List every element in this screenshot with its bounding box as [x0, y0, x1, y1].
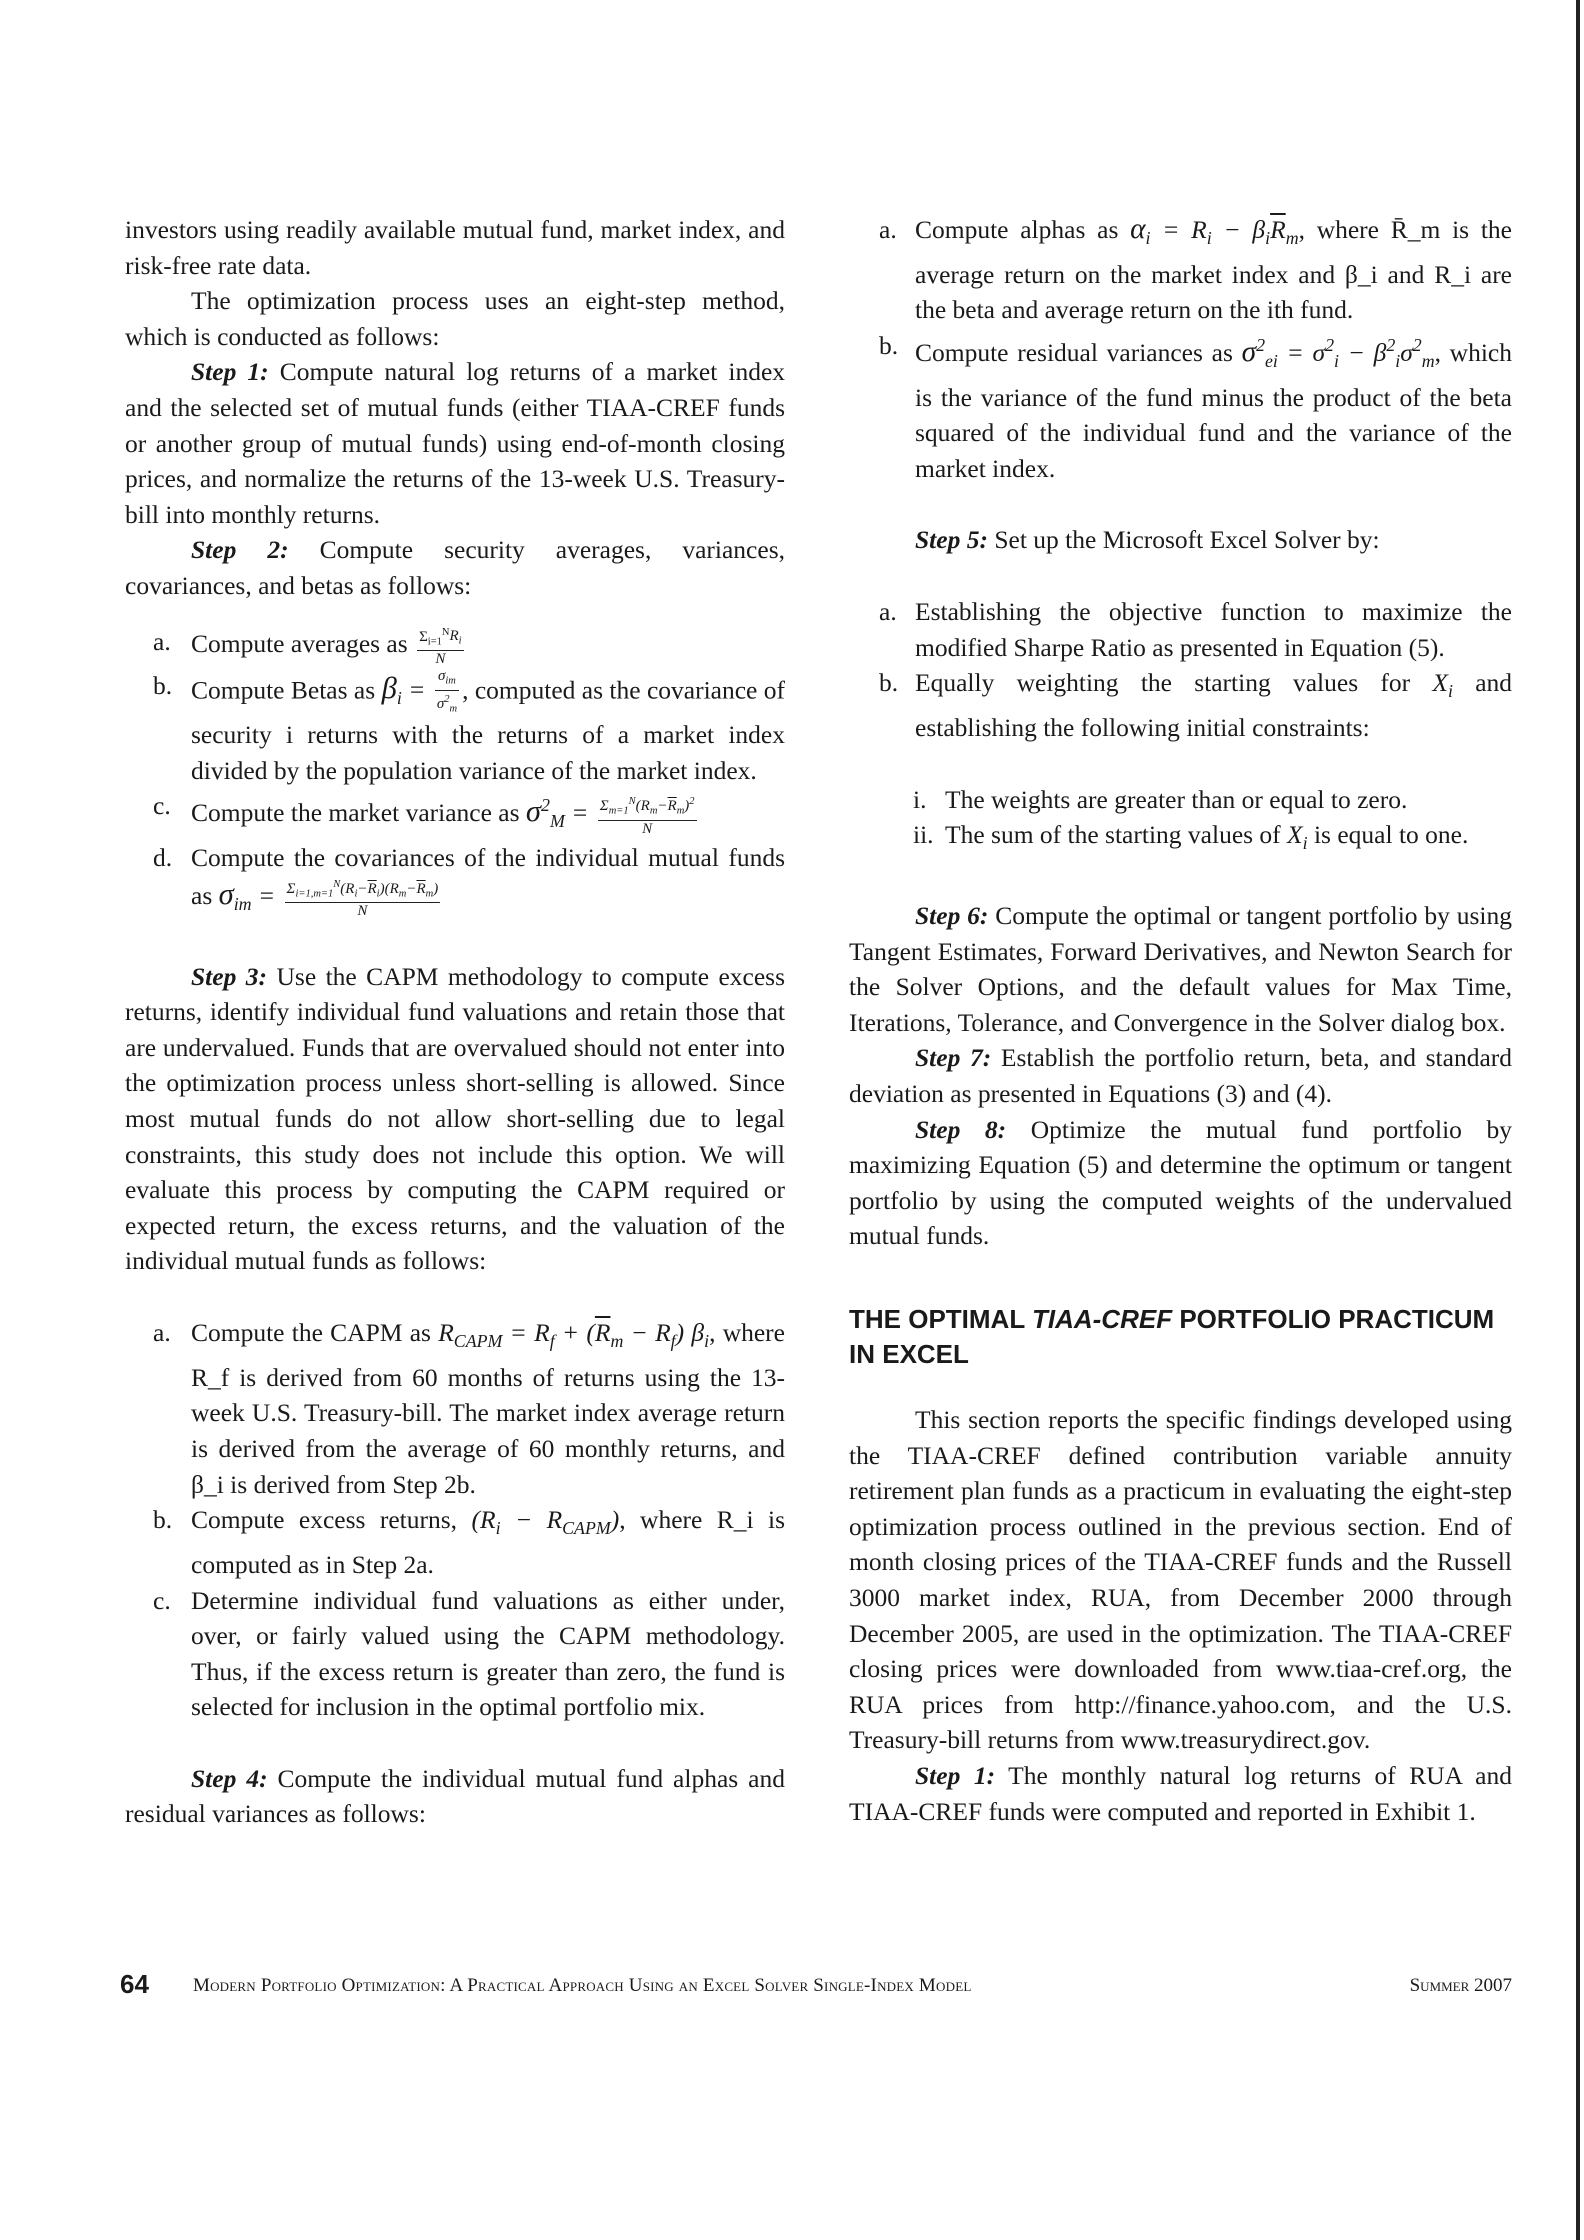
section-step1-text: The monthly natural log returns of RUA and TIAA-CREF funds were computed and reported in Exhibit 1. — [849, 1760, 1512, 1826]
alpha-formula: $\alpha_i = R_i - \beta_i\overline{R}_m$ — [1130, 213, 1299, 249]
section-step1-paragraph — [849, 1758, 1512, 1829]
step3-label: Step 3: — [191, 961, 268, 991]
average-formula: $\frac{\Sigma_{i=1}^NR_i}{N}$ — [417, 624, 464, 668]
step3-text: Use the CAPM methodology to compute excess returns, identify individual fund valuations and retain those that are undervalued. Funds that are overvalued should not enter into the optimization process unless short-selling is allowed. Since most mutual funds do not allow short-selling due to legal constraints, this study does not include this option. We will evaluate this process by computing the CAPM required or expected return, the excess returns, and the valuation of the individual mutual funds as follows: — [125, 961, 786, 1276]
issue-date: Summer 2007 — [1409, 1975, 1512, 1996]
excess-return-formula: $(R_i - R_{CAPM})$ — [471, 1505, 620, 1539]
step3-paragraph — [125, 959, 785, 1279]
item-marker: i. — [913, 784, 927, 814]
step2-paragraph — [125, 532, 785, 603]
left-column — [125, 212, 785, 1832]
item-marker: ii. — [913, 820, 934, 850]
step2-item-d: d. Compute the covariances of the individual mutual funds as $\sigma_{im}$ = $\frac{\Sigma_{i=1,m=1}^N(R_i-\overline{R}_i)(R_m-\overline{R}_m)}{N}$ — [125, 840, 785, 923]
step4-label: Step 4: — [191, 1763, 268, 1793]
market-variance-formula: $\sigma^2_M$ = $\frac{\Sigma_{m=1}^N(R_m-\overline{R}_m)^2}{N}$ — [525, 794, 695, 837]
constraint-ii: ii. The sum of the starting values of $X_i$ is equal to one. — [849, 817, 1512, 862]
step7-text: Establish the portfolio return, beta, and standard deviation as presented in Equations (3) and (4). — [849, 1043, 1513, 1109]
step6-text: Compute the optimal or tangent portfolio by using Tangent Estimates, Forward Derivatives, and Newton Search for the Solver Options, and the default values for Max Time, Iterations, Tolerance, and Convergence in the Solver dialog box. — [849, 901, 1512, 1037]
constraint-i: i. The weights are greater than or equal to zero. — [849, 782, 1512, 818]
step3-item-a: a. Compute the CAPM as $R_{CAPM} = R_f + (\overline{R}_m - R_f)$ $\beta_i$, where R_f is derived from 60 months of returns using the 13-week U.S. Treasury-bill. The market index average return is derived from the average of 60 monthly returns, and β_i is derived from Step 2b. — [125, 1315, 785, 1502]
capm-formula: $R_{CAPM} = R_f + (\overline{R}_m - R_f)$ $\beta_i$ — [438, 1317, 710, 1352]
step3-item-c: c. Determine individual fund valuations as either under, over, or fairly valued using the CAPM methodology. Thus, if the excess return is greater than zero, the fund is selected for inclusion in the optimal portfolio mix. — [125, 1583, 785, 1725]
step5-item-a: a. Establishing the objective function to maximize the modified Sharpe Ratio as presented in Equation (5). — [849, 594, 1512, 665]
step2-item-b: b. Compute Betas as $\beta_i$ = $\frac{\sigma_{im}}{\sigma^2_m}$ , computed as the covariance of security i returns with the returns of a market index divided by the population variance of the market index. — [153, 667, 786, 785]
item-marker: a. — [153, 626, 171, 656]
step4-item-b: b. Compute residual variances as $\sigma^2_{ei} = \sigma^2_i - \beta^2_i\sigma^2_m$, which is the variance of the fund minus the product of the beta squared of the individual fund and the variance of the market index. — [849, 328, 1512, 486]
right-column — [849, 212, 1512, 1829]
item-marker: c. — [153, 1585, 171, 1615]
weight-variable: $X_i$ — [1287, 820, 1308, 854]
item-marker: c. — [153, 791, 171, 821]
item-marker: a. — [153, 1317, 171, 1347]
step2-text: Compute security averages, variances, covariances, and betas as follows: — [125, 535, 785, 600]
step1-paragraph — [125, 354, 785, 532]
step2-label: Step 2: — [191, 535, 289, 565]
method-intro-paragraph: The optimization process uses an eight-step method, which is conducted as follows: — [125, 286, 785, 351]
item-marker: d. — [153, 843, 173, 873]
weight-variable: $X_i$ — [1432, 668, 1453, 702]
covariance-formula: $\sigma_{im}$ = $\frac{\Sigma_{i=1,m=1}^N(R_i-\overline{R}_i)(R_m-\overline{R}_m)}{N}$ — [218, 876, 439, 920]
scan-edge-line — [1576, 0, 1580, 2240]
step2-item-a: a. Compute averages as $\frac{\Sigma_{i=1}^NR_i}{N}$ — [125, 624, 785, 668]
step4-item-a: a. Compute alphas as $\alpha_i = R_i - \beta_i\overline{R}_m$, where R̄_m is the average return on the market index and β_i and R_i are the beta and average return on the ith fund. — [879, 213, 1512, 325]
item-marker: a. — [879, 597, 897, 627]
step5-text: Set up the Microsoft Excel Solver by: — [994, 525, 1380, 555]
section-step1-label: Step 1: — [915, 1760, 996, 1790]
step1-label: Step 1: — [191, 357, 269, 387]
step5-item-b: b. Equally weighting the starting values for $X_i$ and establishing the following initial constraints: — [849, 665, 1512, 745]
item-marker: b. — [879, 668, 899, 698]
step5-label: Step 5: — [915, 525, 988, 555]
section-heading: THE OPTIMAL TIAA-CREF PORTFOLIO PRACTICUM IN EXCEL — [849, 1304, 1495, 1369]
running-title: Modern Portfolio Optimization: A Practical Approach Using an Excel Solver Single-Index Model — [193, 1975, 972, 1996]
step6-paragraph — [849, 898, 1512, 1040]
beta-formula: $\beta_i$ = $\frac{\sigma_{im}}{\sigma^2_m}$ — [381, 667, 458, 715]
item-marker: b. — [153, 1505, 173, 1535]
step4-paragraph — [125, 1761, 785, 1832]
step5-paragraph — [849, 522, 1512, 558]
step8-text: Optimize the mutual fund portfolio by maximizing Equation (5) and determine the optimum or tangent portfolio by using the computed weights of the undervalued mutual funds. — [849, 1114, 1513, 1251]
item-marker: b. — [153, 670, 173, 700]
step1-text: Compute natural log returns of a market index and the selected set of mutual funds (either TIAA-CREF funds or another group of mutual funds) using end-of-month closing prices, and normalize the returns of the 13-week U.S. Treasury-bill into monthly returns. — [125, 357, 786, 529]
step6-label: Step 6: — [915, 901, 989, 931]
step8-paragraph — [849, 1112, 1512, 1254]
page-number: 64 — [120, 1969, 149, 1999]
step8-label: Step 8: — [915, 1114, 1007, 1144]
section-paragraph: This section reports the specific findings developed using the TIAA-CREF defined contribution variable annuity retirement plan funds as a practicum in evaluating the eight-step optimization process outlined in the previous section. End of month closing prices of the TIAA-CREF funds and the Russell 3000 market index, RUA, from December 2000 through December 2005, are used in the optimization. The TIAA-CREF closing prices were downloaded from www.tiaa-cref.org, the RUA prices from http://finance.yahoo.com, and the U.S. Treasury-bill returns from www.treasurydirect.gov. — [849, 1405, 1512, 1755]
residual-variance-formula: $\sigma^2_{ei} = \sigma^2_i - \beta^2_i\sigma^2_m$ — [1241, 335, 1435, 372]
step4-text: Compute the individual mutual fund alphas and residual variances as follows: — [125, 1763, 786, 1829]
step7-paragraph — [849, 1040, 1512, 1111]
step7-label: Step 7: — [915, 1043, 992, 1073]
step3-item-b: b. Compute excess returns, $(R_i - R_{CAPM})$, where R_i is computed as in Step 2a. — [125, 1502, 785, 1582]
item-marker: a. — [879, 215, 897, 244]
step2-item-c: c. Compute the market variance as $\sigma^2_M$ = $\frac{\Sigma_{m=1}^N(R_m-\overline{R}_m)^2}{N}$ — [125, 788, 785, 840]
item-marker: b. — [879, 331, 899, 361]
intro-paragraph-end: investors using readily available mutual fund, market index, and risk-free rate data. — [125, 215, 785, 280]
